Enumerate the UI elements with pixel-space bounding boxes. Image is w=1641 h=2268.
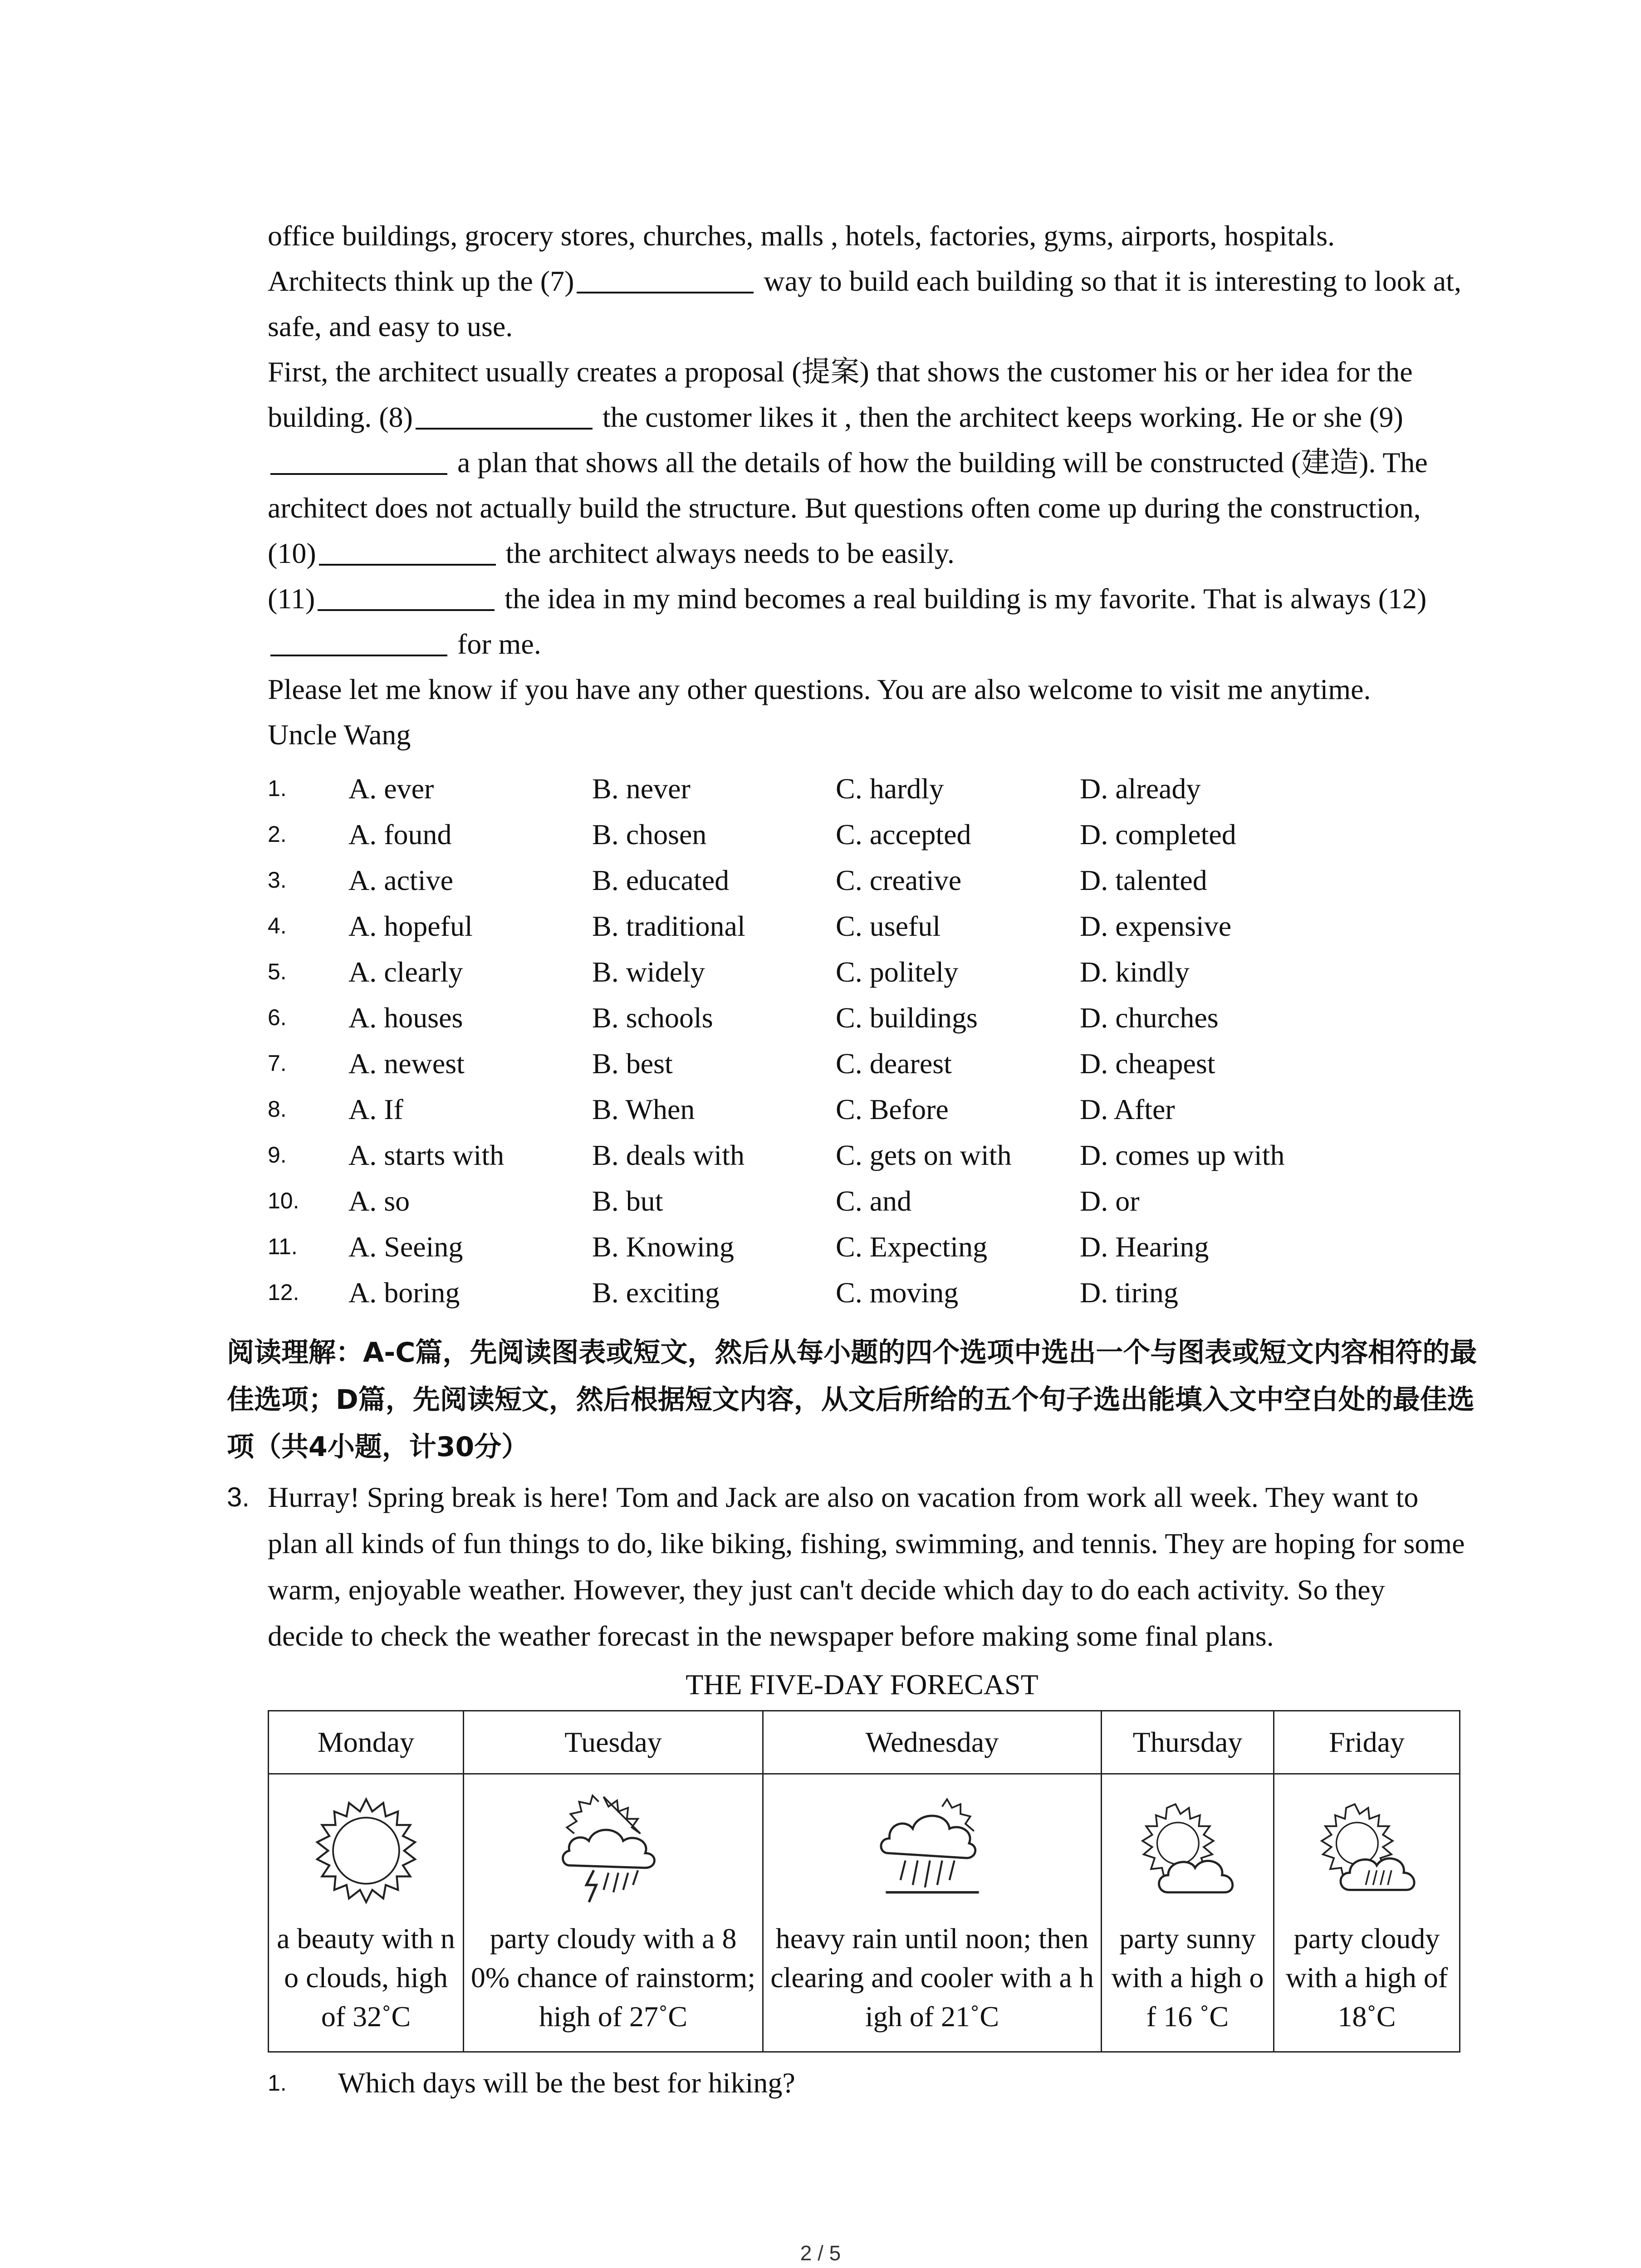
forecast-cell — [763, 1774, 1102, 2052]
option-d: D. already — [1080, 772, 1201, 805]
option-a: A. Seeing — [348, 1231, 463, 1263]
option-number: 1. — [268, 776, 287, 801]
passage-line-1: office buildings, grocery stores, churches, malls , hotels, factories, gyms, airports, hospitals. — [268, 220, 1335, 252]
text-segment: the customer likes it , then the architect keeps working. He or she (9) — [595, 401, 1403, 433]
forecast-day-monday: Monday — [269, 1711, 464, 1774]
sub-question-text: Which days will be the best for hiking? — [338, 2067, 795, 2099]
forecast-day-thursday: Thursday — [1102, 1711, 1274, 1774]
option-d: D. Hearing — [1080, 1231, 1209, 1263]
text-segment: (11) — [268, 582, 315, 615]
forecast-table — [268, 1710, 1460, 2053]
forecast-body-row — [269, 1774, 1460, 2052]
option-b: B. exciting — [592, 1276, 720, 1309]
sun-cloud-shower-icon — [1306, 1789, 1428, 1912]
blank-12 — [270, 622, 447, 656]
option-row — [268, 1224, 1465, 1270]
option-number: 10. — [268, 1188, 299, 1213]
sub-question-1 — [268, 2058, 1465, 2108]
option-number: 5. — [268, 959, 287, 984]
option-c: C. politely — [836, 956, 959, 988]
option-row — [268, 995, 1465, 1041]
text-segment: ) that shows the customer his or her idea for the building. (8) — [268, 356, 1413, 433]
option-d: D. talented — [1080, 864, 1207, 896]
forecast-cell — [1102, 1774, 1274, 2052]
forecast-title: THE FIVE-DAY FORECAST — [686, 1668, 1038, 1701]
blank-8 — [416, 395, 593, 430]
option-d: D. comes up with — [1080, 1139, 1285, 1171]
text-segment: First, the architect usually creates a proposal ( — [268, 356, 802, 388]
option-b: B. chosen — [592, 818, 707, 850]
text-segment: for me. — [450, 628, 541, 660]
forecast-cell — [464, 1774, 763, 2052]
option-d: D. cheapest — [1080, 1047, 1215, 1080]
chinese-note: 提案 — [801, 355, 860, 389]
option-d: D. churches — [1080, 1002, 1219, 1034]
option-row — [268, 857, 1465, 903]
forecast-cell — [1274, 1774, 1460, 2052]
option-b: B. educated — [592, 864, 730, 896]
option-row — [268, 1178, 1465, 1224]
question-3 — [227, 1474, 1465, 1659]
option-row — [268, 903, 1465, 949]
forecast-desc: heavy rain until noon; then clearing and cooler with a high of 21˚C — [770, 1922, 1094, 2033]
option-a: A. boring — [348, 1276, 460, 1309]
option-number: 4. — [268, 913, 287, 938]
text-segment: ). The architect does not actually build the structure. But questions often come up during the construction, (10) — [268, 446, 1428, 569]
option-b: B. traditional — [592, 910, 745, 942]
question-text: Hurray! Spring break is here! Tom and Jack are also on vacation from work all week. They want to plan all kinds of fun things to do, like biking, fishing, swimming, and tennis. They are hoping for some warm, enjoyable weather. However, they just can't decide which day to do each activity. So they decide to check the weather forecast in the newspaper before making some final plans. — [268, 1481, 1465, 1652]
option-row — [268, 1041, 1465, 1086]
passage-blank-7 — [268, 259, 1465, 349]
option-c: C. buildings — [836, 1002, 978, 1034]
option-a: A. active — [348, 864, 453, 896]
options-list — [268, 766, 1465, 1315]
forecast-desc: party cloudy with a 80% chance of rainstorm; high of 27˚C — [470, 1922, 756, 2033]
blank-9 — [270, 440, 447, 475]
option-b: B. never — [592, 772, 691, 805]
text-segment: way to build each building so that it is interesting to look at, safe, and easy to use. — [268, 265, 1461, 342]
option-number: 6. — [268, 1005, 287, 1030]
option-row — [268, 1270, 1465, 1315]
option-a: A. starts with — [348, 1139, 505, 1171]
sub-question-number: 1. — [268, 2070, 287, 2096]
option-c: C. and — [836, 1185, 912, 1217]
option-number: 3. — [268, 867, 287, 893]
option-number: 8. — [268, 1096, 287, 1122]
option-c: C. creative — [836, 864, 962, 896]
sun-cloud-icon — [1127, 1789, 1249, 1912]
option-a: A. hopeful — [348, 910, 473, 942]
forecast-desc: a beauty with no clouds, high of 32˚C — [277, 1922, 455, 2033]
option-row — [268, 1086, 1465, 1132]
option-c: C. hardly — [836, 772, 944, 805]
option-row — [268, 1132, 1465, 1178]
option-row — [268, 949, 1465, 995]
option-a: A. clearly — [348, 956, 463, 988]
option-c: C. Before — [836, 1093, 949, 1125]
text-segment: a plan that shows all the details of how the building will be constructed ( — [450, 446, 1301, 479]
option-b: B. deals with — [592, 1139, 745, 1171]
forecast-desc: party sunny with a high of 16 ˚C — [1111, 1922, 1264, 2033]
blank-10 — [319, 531, 496, 566]
option-d: D. kindly — [1080, 956, 1190, 988]
option-b: B. schools — [592, 1002, 713, 1034]
option-number: 7. — [268, 1051, 287, 1076]
sun-icon — [305, 1789, 427, 1912]
option-a: A. found — [348, 818, 452, 850]
blank-11 — [318, 577, 495, 611]
option-b: B. but — [592, 1185, 663, 1217]
forecast-cell — [269, 1774, 464, 2052]
option-a: A. houses — [348, 1002, 463, 1034]
rain-icon — [871, 1789, 994, 1912]
option-c: C. Expecting — [836, 1231, 988, 1263]
option-b: B. best — [592, 1047, 673, 1080]
question-number: 3. — [227, 1482, 250, 1512]
option-c: C. moving — [836, 1276, 959, 1309]
forecast-day-friday: Friday — [1274, 1711, 1460, 1774]
text-segment: Architects think up the (7) — [268, 265, 574, 297]
option-number: 9. — [268, 1142, 287, 1168]
option-c: C. dearest — [836, 1047, 952, 1080]
storm-icon — [552, 1789, 675, 1912]
forecast-day-wednesday: Wednesday — [763, 1711, 1102, 1774]
option-d: D. tiring — [1080, 1276, 1178, 1309]
option-d: D. completed — [1080, 818, 1236, 850]
page-number: 2 / 5 — [800, 2241, 841, 2265]
blank-7 — [577, 259, 754, 293]
option-a: A. so — [348, 1185, 410, 1217]
option-d: D. After — [1080, 1093, 1175, 1125]
option-number: 11. — [268, 1234, 298, 1259]
page-content — [227, 213, 1477, 2108]
option-a: A. newest — [348, 1047, 465, 1080]
option-row — [268, 811, 1465, 857]
passage-blanks-8-10 — [268, 349, 1465, 576]
chinese-note: 建造 — [1301, 446, 1359, 479]
text-segment: the idea in my mind becomes a real building is my favorite. That is always (12) — [497, 582, 1427, 615]
text-segment: the architect always needs to be easily. — [498, 537, 955, 569]
option-row — [268, 766, 1465, 811]
option-number: 12. — [268, 1280, 299, 1305]
option-number: 2. — [268, 821, 287, 847]
option-c: C. useful — [836, 910, 941, 942]
passage-blanks-11-12 — [268, 576, 1465, 667]
forecast-header-row — [269, 1711, 1460, 1774]
forecast-day-tuesday: Tuesday — [464, 1711, 763, 1774]
option-d: D. expensive — [1080, 910, 1232, 942]
option-a: A. If — [348, 1093, 403, 1125]
option-c: C. gets on with — [836, 1139, 1012, 1171]
passage-signature: Uncle Wang — [268, 719, 411, 751]
section-heading: 阅读理解：A-C篇，先阅读图表或短文，然后从每小题的四个选项中选出一个与图表或短文内容相符的最佳选项；D篇，先阅读短文，然后根据短文内容，从文后所给的五个句子选出能填入文中空白处的最佳选项（共4小题，计30分） — [227, 1337, 1477, 1463]
option-a: A. ever — [348, 772, 434, 805]
option-b: B. widely — [592, 956, 705, 988]
option-d: D. or — [1080, 1185, 1140, 1217]
option-b: B. When — [592, 1093, 695, 1125]
option-b: B. Knowing — [592, 1231, 734, 1263]
passage-closing: Please let me know if you have any other questions. You are also welcome to visit me anytime. — [268, 673, 1371, 705]
forecast-desc: party cloudy with a high of 18˚C — [1285, 1922, 1448, 2033]
option-c: C. accepted — [836, 818, 971, 850]
